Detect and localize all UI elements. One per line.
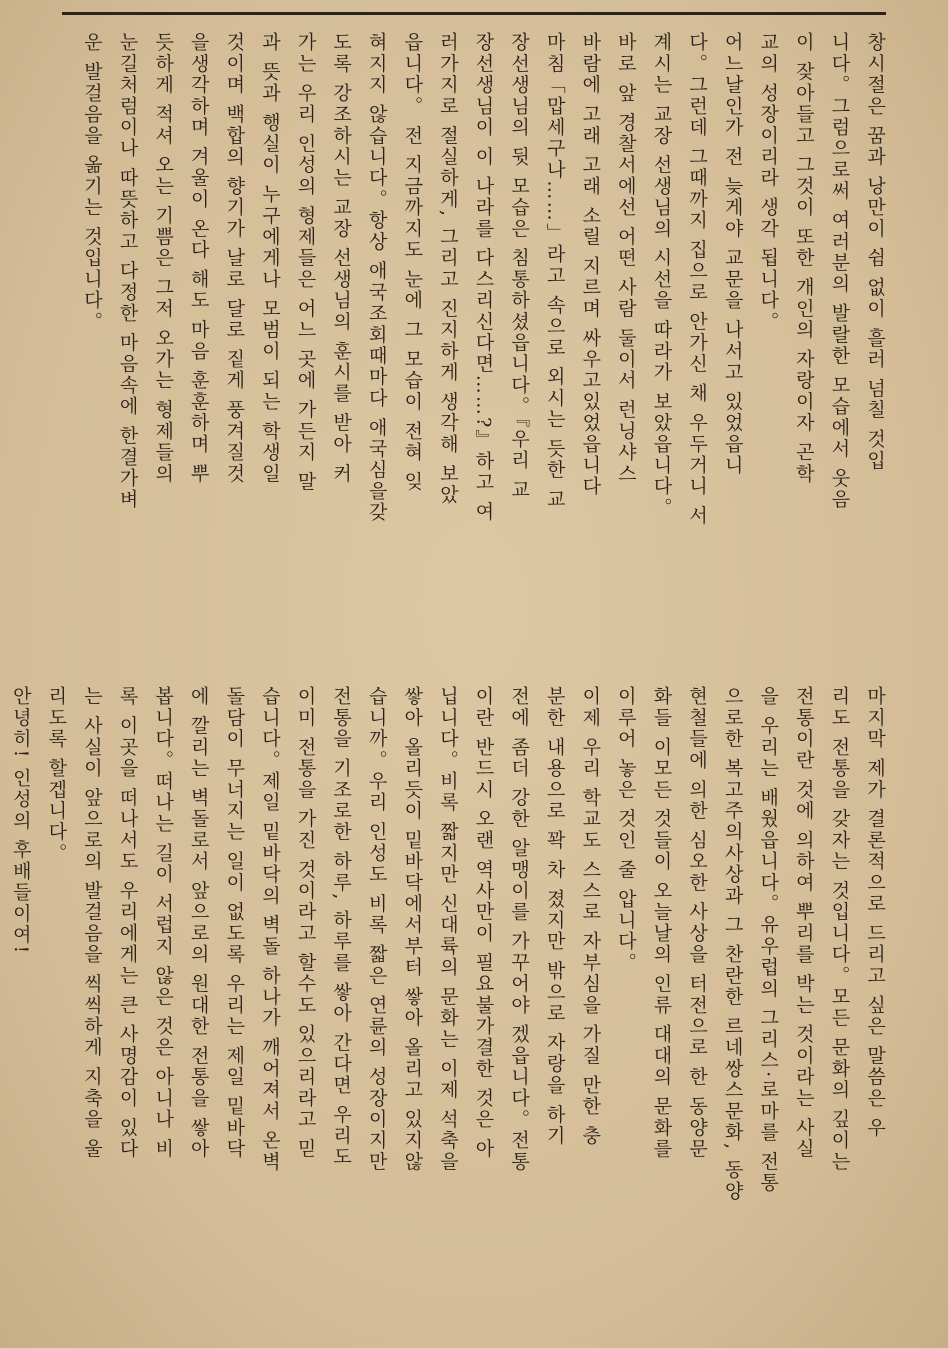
text-line: 록 이곳을 떠나서도 우리에게는 큰 사명감이 있다 <box>116 686 139 1160</box>
text-line: 전통을 기조로한 하루, 하루를 쌓아 간다면 우리도 <box>330 686 353 1168</box>
text-line: 바로 앞 경찰서에선 어떤 사람 둘이서 런닝샤스 <box>614 32 637 485</box>
text-line: 장선생님의 뒷 모습은 침통하셨읍니다。『우리 교 <box>508 32 531 501</box>
text-line: 이란 반드시 오랜 역사만이 필요불가결한 것은 아 <box>472 686 495 1160</box>
text-line: 전통이란 것에 의하여 뿌리를 박는 것이라는 사실 <box>792 686 815 1160</box>
text-line: 교의 성장이리라 생각 됩니다。 <box>757 32 780 333</box>
text-line: 현철들에 의한 심오한 사상을 터전으로 한 동양문 <box>686 686 709 1160</box>
text-line: 과 뜻과 행실이 누구에게나 모범이 되는 학생일 <box>258 32 281 485</box>
text-line: 돌담이 무너지는 일이 없도록 우리는 제일 밑바닥 <box>223 686 246 1160</box>
text-line: 이제 우리 학교도 스스로 자부심을 가질 만한 충 <box>579 686 602 1147</box>
text-line: 듯하게 적셔 오는 기쁨은 그저 오가는 형제들의 <box>152 32 175 485</box>
text-line: 리도록 할겝니다。 <box>45 686 68 864</box>
text-line: 분한 내용으로 꽉 차 졌지만 밖으로 자랑을 하기 <box>543 686 566 1147</box>
text-line: 습니까。우리 인성도 비록 짧은 연륜의 성장이지만 <box>365 686 388 1173</box>
text-line: 계시는 교장 선생님의 시선을 따라가 보았읍니다。 <box>650 32 673 519</box>
text-line: 마지막 제가 결론적으로 드리고 싶은 말씀은 우 <box>864 686 886 1139</box>
text-line: 을생각하며 겨울이 온다 해도 마음 훈훈하며 뿌 <box>187 32 210 485</box>
text-line: 눈길처럼이나 따뜻하고 다정한 마음속에 한결가벼 <box>116 32 139 511</box>
bottom-text-block <box>9 686 892 1336</box>
text-line: 도록 강조하시는 교장 선생님의 훈시를 받아 커 <box>330 32 353 485</box>
text-line: 가는 우리 인성의 형제들은 어느 곳에 가든지 말 <box>294 32 317 493</box>
text-line: 을 우리는 배웠읍니다。유우럽의 그리스·로마를 전통 <box>757 686 780 1194</box>
top-text-block <box>70 32 892 672</box>
top-rule <box>62 12 886 15</box>
text-line: 바람에 고래 고래 소릴 지르며 싸우고있었읍니다 <box>579 32 602 498</box>
text-line: 다。그런데 그때까지 집으로 안가신 채 우두거니 서 <box>686 32 709 527</box>
text-line: 이 잦아들고 그것이 또한 개인의 자랑이자 곤학 <box>792 32 815 485</box>
text-line: 이미 전통을 가진 것이라고 할수도 있으리라고 믿 <box>294 686 317 1160</box>
text-line: 화들 이모든 것들이 오늘날의 인류 대대의 문화를 <box>650 686 673 1160</box>
text-line: 어느날인가 전 늦게야 교문을 나서고 있었읍니 <box>721 32 744 476</box>
text-line: 쌓아 올리듯이 밑바닥에서부터 쌓아 올리고 있지않 <box>401 686 424 1173</box>
text-line: 장선생님이 이 나라를 다스리신다면……?』하고 여 <box>472 32 495 523</box>
text-line: 니다。그럼으로써 여러분의 발랄한 모습에서 웃음 <box>828 32 851 511</box>
text-line: 리도 전통을 갖자는 것입니다。모든 문화의 깊이는 <box>828 686 851 1173</box>
text-line: 전에 좀더 강한 알맹이를 가꾸어야 겠읍니다。전통 <box>508 686 531 1173</box>
text-line: 것이며 백합의 향기가 날로 달로 짙게 풍겨질것 <box>223 32 246 485</box>
text-line: 마침「맙세구나……」라고 속으로 외시는 듯한 교 <box>543 32 566 511</box>
text-line: 으로한 복고주의사상과 그 찬란한 르네쌍스문화, 동양 <box>721 686 744 1202</box>
text-line: 에 깔리는 벽돌로서 앞으로의 원대한 전통을 쌓아 <box>187 686 210 1160</box>
text-line: 창시절은 꿈과 낭만이 쉼 없이 흘러 넘칠 것입 <box>864 32 886 472</box>
text-line: 봅니다。떠나는 길이 서럽지 않은 것은 아니나 비 <box>152 686 175 1160</box>
text-line: 이루어 놓은 것인 줄 압니다。 <box>614 686 637 974</box>
text-line: 운 발걸음을 옮기는 것입니다。 <box>80 32 103 333</box>
text-line: 읍니다。 전 지금까지도 눈에 그 모습이 전혀 잊 <box>401 32 424 493</box>
text-line: 닙니다。비록 짧지만 신대륙의 문화는 이제 석축을 <box>436 686 459 1173</box>
text-line: 습니다。제일 밑바닥의 벽돌 하나가 깨어져서 온벽 <box>258 686 281 1173</box>
text-line: 는 사실이 앞으로의 발걸음을 씩씩하게 지축을 울 <box>80 686 103 1160</box>
text-line: 안녕히! 인성의 후배들이여! <box>9 686 32 956</box>
text-line: 러가지로 절실하게, 그리고 진지하게 생각해 보았 <box>436 32 459 506</box>
text-line: 혀지지 않습니다。항상 애국조회때마다 애국심을갖 <box>365 32 388 524</box>
